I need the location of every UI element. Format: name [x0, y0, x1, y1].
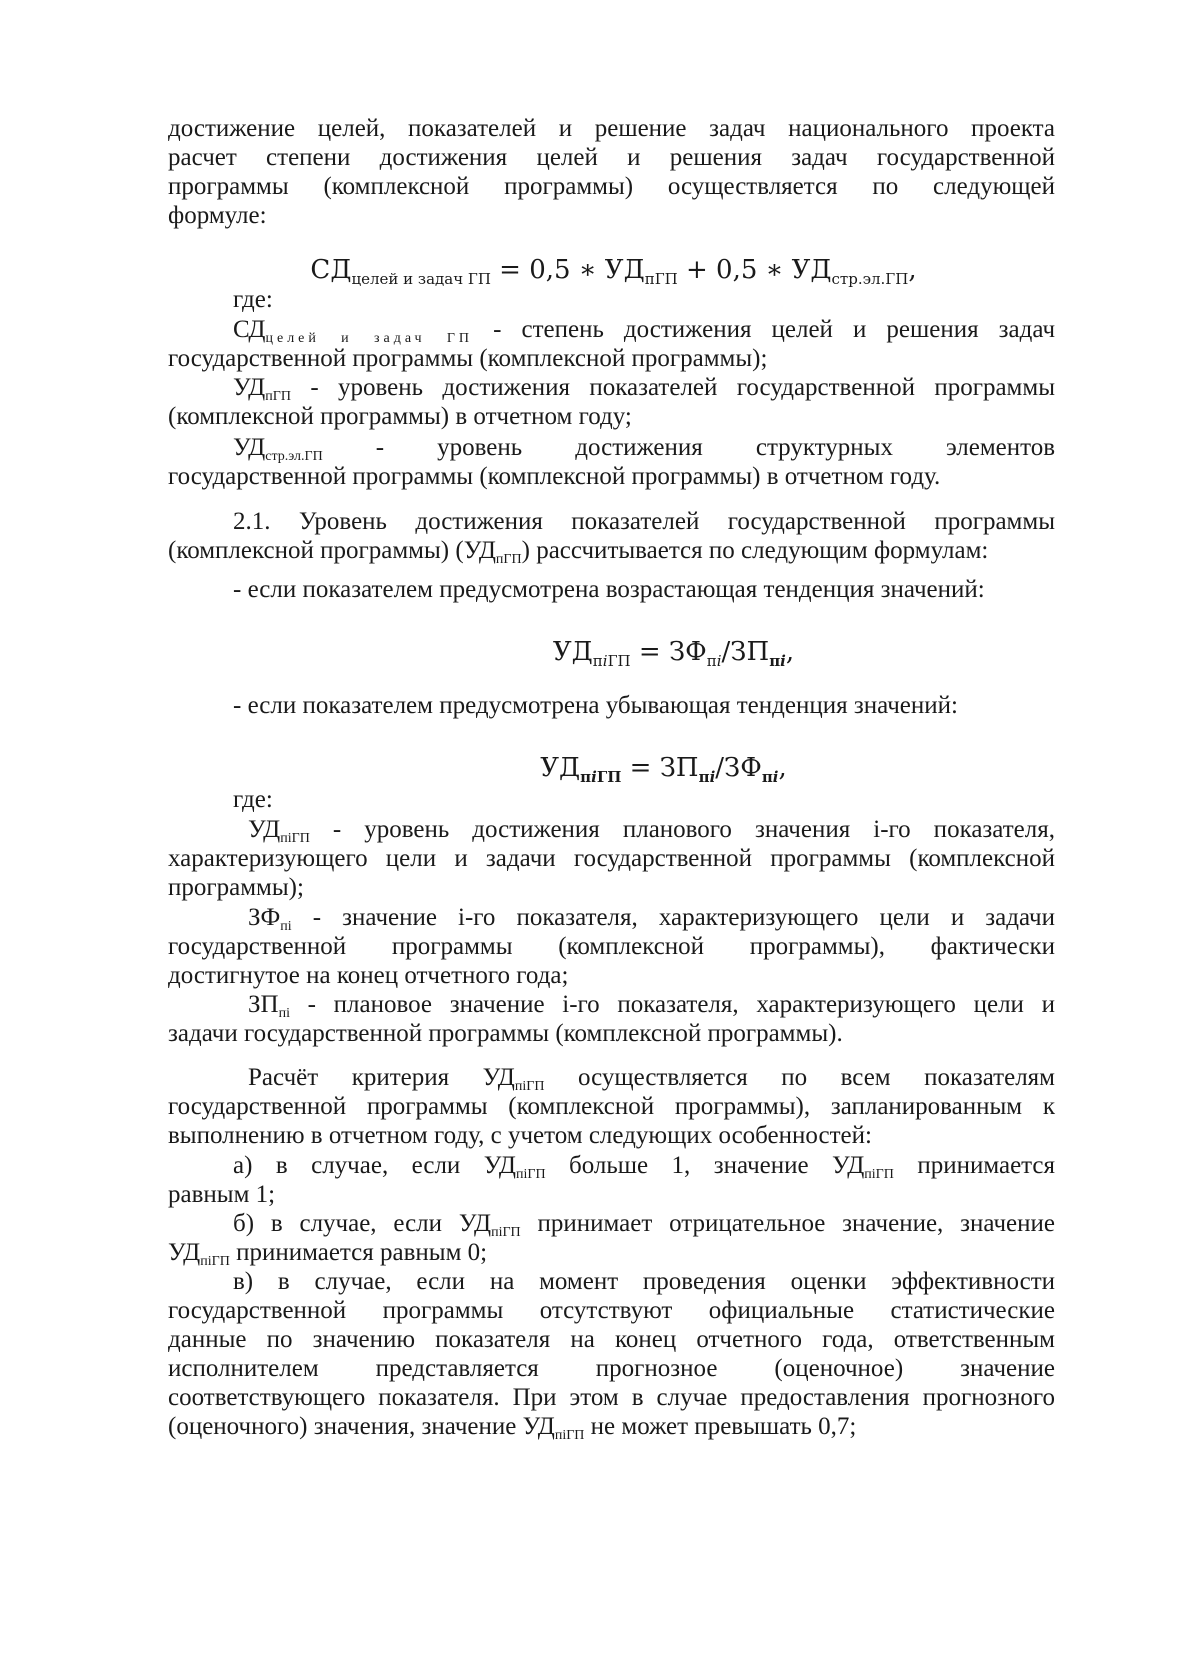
item-b-text-a: б) в случае, если УД [233, 1210, 492, 1237]
def-zp-line-1 [248, 989, 1055, 1021]
calc-line-1 [248, 1062, 1055, 1094]
def-udstr-w2: уровень [437, 434, 523, 461]
def-udp-line-1 [233, 372, 1055, 404]
formula-sd-eq: = 0,5 ∗ УД [490, 255, 645, 285]
item-a-line-1 [233, 1150, 1055, 1182]
case-increasing: - если показателем предусмотрена возрастающая тенденция значений: [233, 576, 985, 603]
def-sd-symbol: СД [233, 316, 266, 343]
formula-dec-c-sub-i: i [772, 768, 779, 786]
calc-sub: пiГП [514, 1079, 545, 1094]
def-sd-line-1 [233, 314, 1055, 346]
def-sd-line-2: государственной программы (комплексной программы); [168, 345, 768, 372]
formula-dec-a-sub-gp: ГП [596, 768, 622, 786]
item-a-sub-2: пiГП [864, 1167, 894, 1182]
calc-text-b: осуществляется по всем показателям [544, 1064, 1055, 1091]
def-sd-dash: - [473, 316, 502, 343]
item-b-text-b: принимает отрицательное значение, значение [520, 1210, 1055, 1237]
item-b-line-1 [233, 1208, 1055, 1240]
formula-dec-b: = ЗП [621, 753, 699, 783]
item-b-sub-2: пiГП [200, 1254, 230, 1269]
item-c-text-a: (оценочного) значения, значение УД [168, 1413, 555, 1440]
formula-dec-end: , [778, 753, 787, 783]
formula-inc-a-sub [593, 652, 631, 670]
def-udstr-w5: элементов [946, 434, 1056, 461]
formula-sd-mid: + 0,5 ∗ УД [677, 255, 832, 285]
formula-inc-a: УД [552, 637, 593, 667]
formula-sd-lhs-sub: целей и задач ГП [351, 270, 491, 288]
formula-inc-b-sub-p: п [706, 652, 717, 670]
def-zf-symbol: ЗФ [248, 904, 281, 931]
calc-text-a: Расчёт критерия УД [248, 1064, 515, 1091]
formula-inc-c: /ЗП [721, 637, 770, 667]
formula-decreasing [220, 748, 1107, 788]
intro-line-1: достижение целей, показателей и решение задач национального проекта [168, 115, 1055, 142]
formula-inc-a-sub-i: i [602, 652, 608, 670]
def-zp-symbol: ЗП [248, 991, 279, 1018]
item-b-line-2 [168, 1237, 1055, 1269]
def-udp-text-1: - уровень достижения показателей государственной программы [290, 374, 1055, 401]
section-2-1-line-1: 2.1. Уровень достижения показателей государственной программы [233, 508, 1055, 535]
def-udpi-text-1: - уровень достижения планового значения i-го показателя, [309, 816, 1055, 843]
formula-increasing [230, 632, 1117, 672]
formula-dec-c-sub-p: п [761, 768, 773, 786]
formula-sd-term2-sub: стр.эл.ГП [831, 270, 909, 288]
item-a-line-2: равным 1; [168, 1181, 276, 1208]
formula-dec-b-sub-i: i [709, 768, 716, 786]
item-a-sub-1: пiГП [515, 1167, 546, 1182]
formula-inc-b-sub-i: i [716, 652, 722, 670]
def-zf-sub: пi [280, 919, 292, 934]
intro-line-2: расчет степени достижения целей и решения задач государственной [168, 144, 1055, 171]
formula-inc-a-sub-gp: ГП [607, 652, 631, 670]
def-zf-line-1 [248, 902, 1055, 934]
formula-inc-c-sub-p: п [769, 652, 781, 670]
formula-sd-lhs: СД [310, 255, 352, 285]
def-udpi-line-2: характеризующего цели и задачи государственной программы (комплексной [168, 845, 1055, 872]
formula-sd-term1-sub: пГП [644, 270, 678, 288]
item-a-text-a: а) в случае, если УД [233, 1152, 516, 1179]
def-sd-text-1: степень достижения целей и решения задач [521, 316, 1056, 343]
item-b-text-d: принимается равным 0; [229, 1239, 488, 1266]
calc-line-2: государственной программы (комплексной программы), запланированным к [168, 1093, 1055, 1120]
def-sd-sub: целей и задач ГП [265, 331, 474, 346]
item-c-line-1: в) в случае, если на момент проведения оценки эффективности [233, 1268, 1055, 1295]
def-zp-line-2: задачи государственной программы (комплексной программы). [168, 1020, 843, 1047]
formula-inc-c-sub [769, 652, 786, 670]
item-c-line-2: государственной программы отсутствуют официальные статистические [168, 1297, 1055, 1324]
item-c-line-3: данные по значению показателя на конец отчетного года, ответственным [168, 1326, 1055, 1353]
section-2-1-text-b: ) рассчитывается по следующим формулам: [521, 537, 989, 564]
case-decreasing: - если показателем предусмотрена убывающая тенденция значений: [233, 692, 958, 719]
formula-dec-c: /ЗФ [715, 753, 762, 783]
item-c-sub: пiГП [554, 1428, 585, 1443]
item-a-text-b: больше 1, значение УД [545, 1152, 865, 1179]
def-zf-line-3: достигнутое на конец отчетного года; [168, 962, 569, 989]
section-2-1-line-2 [168, 535, 1055, 567]
def-udstr-w3: достижения [575, 434, 703, 461]
section-2-1-sub: пГП [495, 552, 522, 567]
def-udstr-symbol: УД [233, 434, 266, 461]
formula-dec-b-sub-p: п [698, 768, 710, 786]
def-zf-line-2: государственной программы (комплексной программы), фактически [168, 933, 1055, 960]
calc-line-3: выполнению в отчетном году, с учетом следующих особенностей: [168, 1122, 872, 1149]
item-a-text-c: принимается [893, 1152, 1055, 1179]
def-udstr-sub: стр.эл.ГП [265, 449, 323, 464]
def-udstr-w4: структурных [755, 434, 893, 461]
formula-inc-b-sub [707, 652, 722, 670]
def-udstr-line-1 [233, 432, 1055, 464]
def-udpi-line-3: программы); [168, 874, 304, 901]
formula-inc-c-sub-i: i [780, 652, 786, 670]
item-c-line-5: соответствующего показателя. При этом в случае предоставления прогнозного [168, 1384, 1055, 1411]
def-udp-line-2: (комплексной программы) в отчетном году; [168, 403, 632, 430]
intro-line-3: программы (комплексной программы) осуществляется по следующей [168, 173, 1055, 200]
section-2-1-text-a: (комплексной программы) (УД [168, 537, 496, 564]
where-label-2: где: [233, 786, 273, 813]
def-udp-symbol: УД [233, 374, 266, 401]
def-udpi-sub: пiГП [280, 831, 310, 846]
item-b-text-c: УД [168, 1239, 201, 1266]
formula-dec-a-sub-p: п [580, 768, 592, 786]
formula-inc-b: = ЗФ [630, 637, 707, 667]
formula-inc-end: , [785, 637, 795, 667]
where-label-1: где: [233, 286, 273, 313]
formula-dec-a: УД [540, 753, 581, 783]
def-udp-sub: пГП [265, 389, 291, 404]
def-udstr-w1: - [375, 434, 385, 461]
def-udpi-symbol: УД [248, 816, 281, 843]
formula-dec-a-sub-i: i [591, 768, 597, 786]
def-zf-text-1: - значение i-го показателя, характеризующего цели и задачи [291, 904, 1055, 931]
item-c-line-4: исполнителем представляется прогнозное (оценочное) значение [168, 1355, 1055, 1382]
item-b-sub-1: пiГП [491, 1225, 521, 1240]
intro-line-4: формуле: [168, 202, 267, 229]
def-udpi-line-1 [248, 814, 1055, 846]
item-c-text-b: не может превышать 0,7; [584, 1413, 857, 1440]
def-zp-text-1: - плановое значение i-го показателя, характеризующего цели и [289, 991, 1055, 1018]
item-c-line-6 [168, 1411, 1055, 1443]
def-udstr-line-2: государственной программы (комплексной программы) в отчетном году. [168, 463, 941, 490]
def-zp-sub: пi [278, 1006, 290, 1021]
formula-sd-end: , [908, 255, 917, 285]
formula-inc-a-sub-p: п [592, 652, 603, 670]
